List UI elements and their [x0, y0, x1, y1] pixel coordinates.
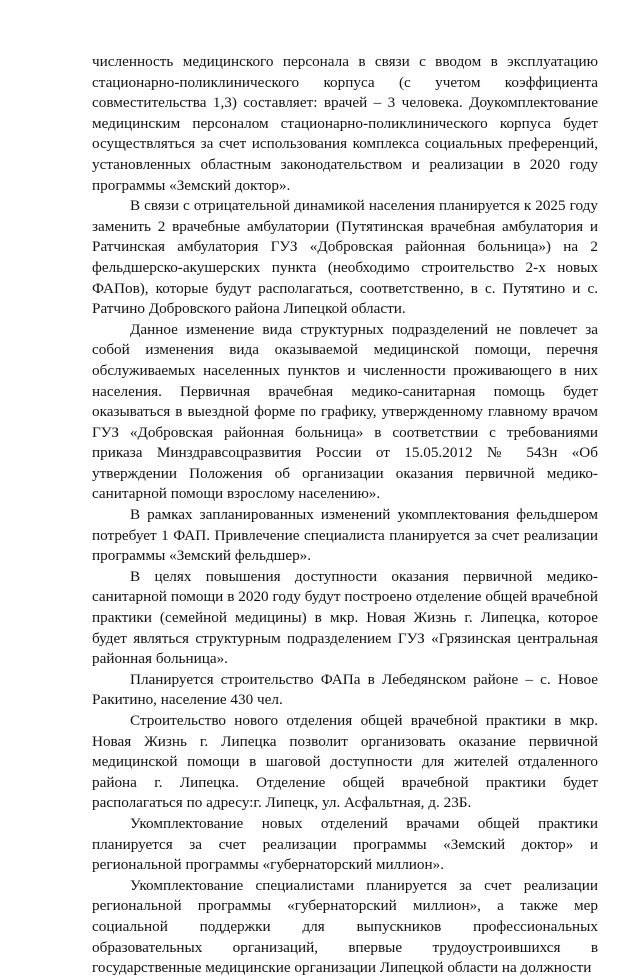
document-body	[92, 52, 598, 979]
paragraph-1: численность медицинского персонала в связи с вводом в эксплуатацию стационарно-поликлинического корпуса (с учетом коэффициента совместительства 1,3) составляет: врачей – 3 человека. Доукомплектование медицинским персоналом стационарно-поликлинического корпуса будет осуществляться за счет использования комплекса социальных преференций, установленных областным законодательством и реализации в 2020 году программы «Земский доктор».	[92, 53, 598, 194]
paragraph-2: В связи с отрицательной динамикой населения планируется к 2025 году заменить 2 врачебные амбулатории (Путятинская врачебная амбулатория и Ратчинская амбулатория ГУЗ «Добровская районная больница») на 2 фельдшерско-акушерских пункта (необходимо строительство 2-х новых ФАПов), которые будут располагаться, соответственно, в с. Путятино и с. Ратчино Добровского района Липецкой области.	[92, 197, 598, 318]
paragraph-3: Данное изменение вида структурных подразделений не повлечет за собой изменения вида оказываемой медицинской помощи, перечня обслуживаемых населенных пунктов и численности проживающего в них населения. Первичная врачебная медико-санитарная помощь будет оказываться в выездной форме по графику, утвержденному главному врачом ГУЗ «Добровская районная больница» в соответствии с требованиями приказа Минздравсоцразвития России от 15.05.2012 № 543н «Об утверждении Положения об организации оказания первичной медико-санитарной помощи взрослому населению».	[92, 320, 598, 503]
paragraph-4: В рамках запланированных изменений укомплектования фельдшером потребует 1 ФАП. Привлечение специалиста планируется за счет реализации программы «Земский фельдшер».	[92, 506, 598, 565]
paragraph-9: Укомплектование специалистами планируется за счет реализации региональной программы «губернаторский миллион», а также мер социальной поддержки для выпускников профессиональных образовательных организаций, впервые трудоустроившихся в государственные медицинские организации Липецкой области на должности	[92, 876, 598, 977]
paragraph-7: Строительство нового отделения общей врачебной практики в мкр. Новая Жизнь г. Липецка позволит организовать оказание первичной медицинской помощи в шаговой доступности для жителей отдаленного района г. Липецка. Отделение общей врачебной практики будет располагаться по адресу:г. Липецк, ул. Асфальтная, д. 23Б.	[92, 712, 598, 812]
paragraph-8: Укомплектование новых отделений врачами общей практики планируется за счет реализации программы «Земский доктор» и региональной программы «губернаторский миллион».	[92, 814, 598, 874]
paragraph-5: В целях повышения доступности оказания первичной медико-санитарной помощи в 2020 году будут построено отделение общей врачебной практики (семейной медицины) в мкр. Новая Жизнь г. Липецка, которое будет являться структурным подразделением ГУЗ «Грязинская центральная районная больница».	[92, 567, 598, 668]
paragraph-6: Планируется строительство ФАПа в Лебедянском районе – с. Новое Ракитино, население 430 чел.	[92, 670, 598, 709]
